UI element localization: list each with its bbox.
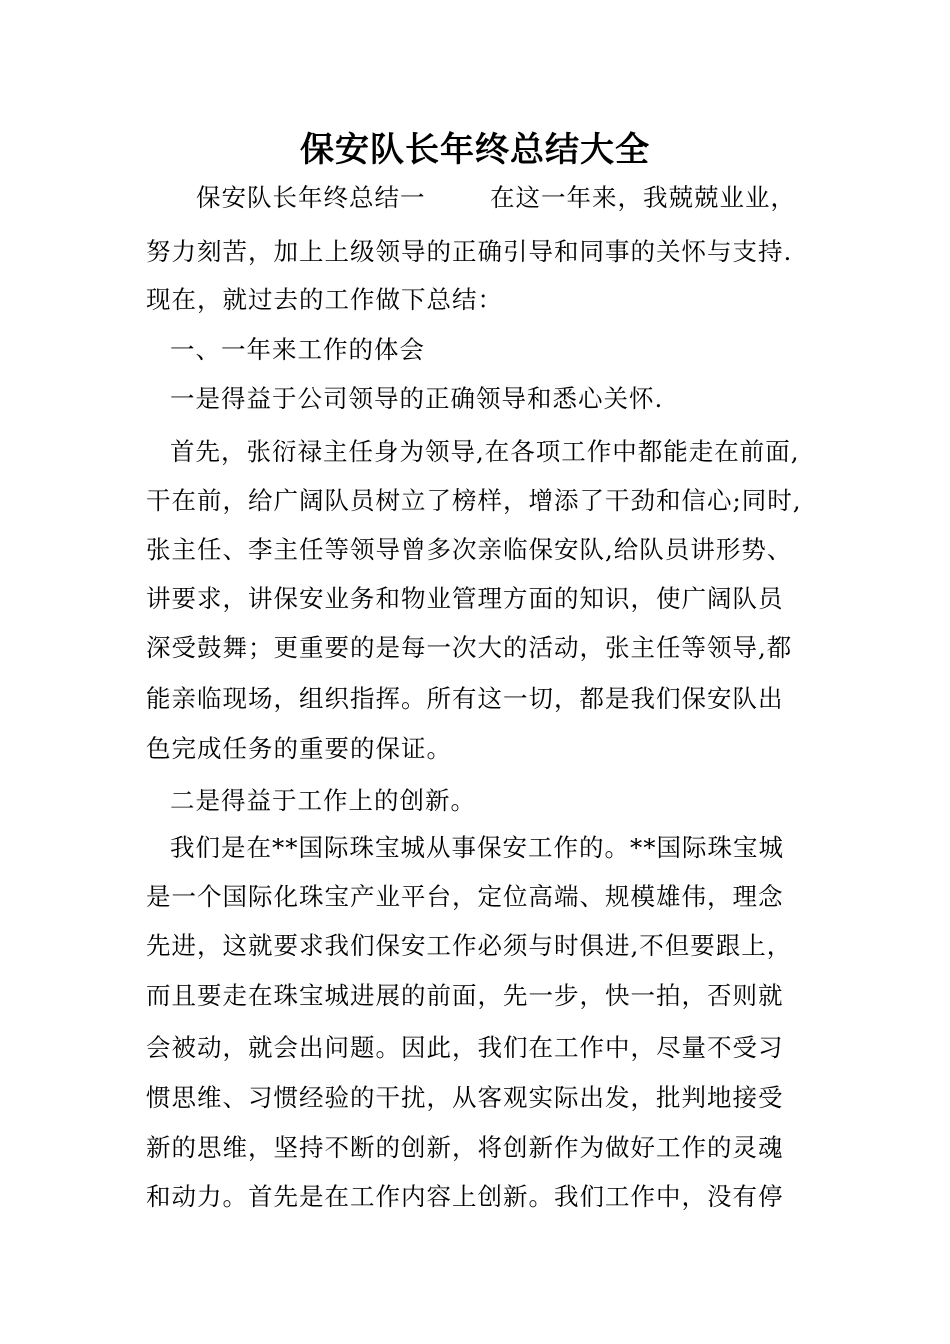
paragraph-line: 张主任、李主任等领导曾多次亲临保安队,给队员讲形势、 (146, 535, 793, 564)
paragraph-line: 努力刻苦，加上上级领导的正确引导和同事的关怀与支持. (146, 237, 793, 266)
paragraph-line: 新的思维，坚持不断的创新，将创新作为做好工作的灵魂 (146, 1133, 784, 1162)
paragraph-line: 是一个国际化珠宝产业平台，定位高端、规模雄伟，理念 (146, 882, 784, 911)
subsection-heading: 一是得益于公司领导的正确领导和悉心关怀. (170, 384, 664, 413)
document-title: 保安队长年终总结大全 (300, 130, 650, 170)
paragraph-line: 我们是在**国际珠宝城从事保安工作的。**国际珠宝城 (170, 833, 784, 862)
paragraph-line: 和动力。首先是在工作内容上创新。我们工作中，没有停 (146, 1182, 784, 1211)
paragraph-line: 首先，张衍禄主任身为领导,在各项工作中都能走在前面, (170, 437, 800, 466)
paragraph-line: 会被动，就会出问题。因此，我们在工作中，尽量不受习 (146, 1033, 784, 1062)
paragraph-line: 色完成任务的重要的保证。 (146, 734, 452, 763)
subsection-heading: 二是得益于工作上的创新。 (170, 786, 476, 815)
paragraph-line: 深受鼓舞；更重要的是每一次大的活动，张主任等领导,都 (146, 633, 793, 662)
paragraph-line: 先进，这就要求我们保安工作必须与时俱进,不但要跟上， (146, 931, 793, 960)
paragraph-line: 干在前，给广阔队员树立了榜样，增添了干劲和信心;同时, (146, 486, 802, 515)
section-heading: 一、一年来工作的体会 (170, 335, 425, 364)
paragraph-line: 能亲临现场，组织指挥。所有这一切，都是我们保安队出 (146, 684, 784, 713)
paragraph-line: 惯思维、习惯经验的干扰，从客观实际出发，批判地接受 (146, 1083, 784, 1112)
intro-text: 在这一年来，我兢兢业业， (490, 183, 796, 212)
paragraph-line: 现在，就过去的工作做下总结： (146, 285, 503, 314)
intro-heading: 保安队长年终总结一 (196, 183, 426, 212)
paragraph-line: 而且要走在珠宝城进展的前面，先一步，快一拍，否则就 (146, 981, 784, 1010)
paragraph-line: 讲要求，讲保安业务和物业管理方面的知识，使广阔队员 (146, 584, 784, 613)
